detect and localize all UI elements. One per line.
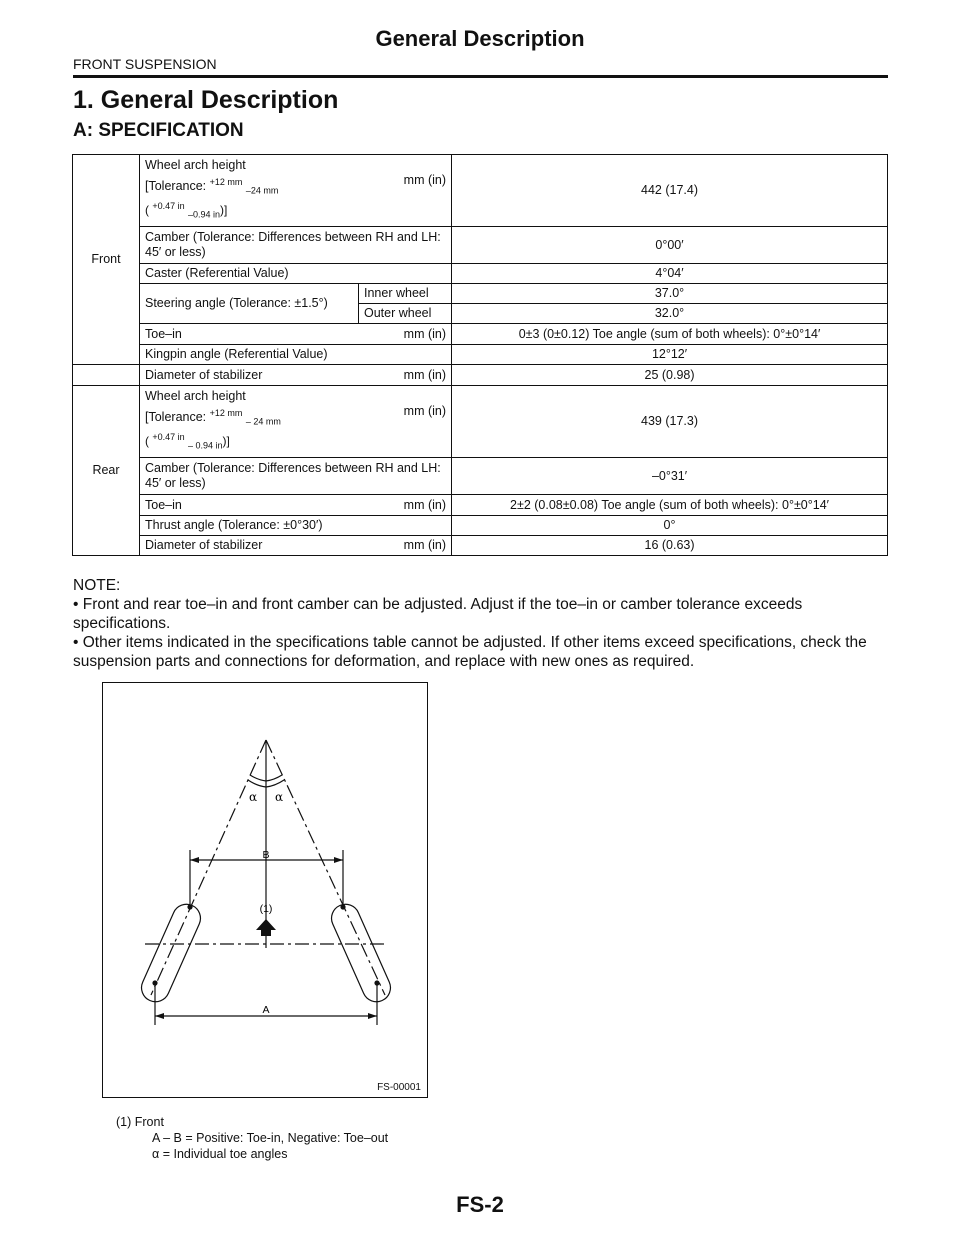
- toe-label-text: Toe–in: [145, 497, 182, 512]
- steering-angle-label: Steering angle (Tolerance: ±1.5°): [140, 284, 359, 324]
- dim-b-arrow-left: [190, 857, 199, 863]
- left-toe-line: [151, 740, 266, 995]
- section-name: FRONT SUSPENSION: [73, 56, 217, 72]
- dim-a-arrow-right: [368, 1013, 377, 1019]
- front-group-tail: [73, 365, 140, 386]
- table-row: [73, 386, 888, 458]
- rear-wah-unit: mm (in): [403, 404, 447, 419]
- figure-legend: [116, 1114, 388, 1162]
- tol2-sub: –0.94 in: [187, 209, 220, 220]
- tol-prefix: [Tolerance:: [145, 179, 210, 194]
- table-row: [73, 324, 888, 345]
- tol2-sup: +0.47 in: [152, 432, 185, 443]
- tol2-close: )]: [220, 203, 228, 218]
- table-row: [73, 155, 888, 227]
- rear-toe-in-label: [140, 495, 452, 516]
- outer-wheel-label: Outer wheel: [359, 304, 452, 324]
- inner-wheel-label: Inner wheel: [359, 284, 452, 304]
- dim-a-label: A: [262, 1004, 270, 1016]
- wheel-arch-height-label: [140, 155, 452, 227]
- front-callout: (1): [259, 903, 273, 915]
- toe-in-label: [140, 324, 452, 345]
- camber-value: 0°00′: [452, 227, 888, 264]
- toe-label-text: Toe–in: [145, 326, 182, 341]
- camber-label: Camber (Tolerance: Differences between RH and LH: 45′ or less): [140, 227, 452, 264]
- note-title: NOTE:: [73, 577, 121, 594]
- caster-label: Caster (Referential Value): [140, 264, 452, 284]
- legend-line-2: A – B = Positive: Toe-in, Negative: Toe–out: [152, 1131, 389, 1145]
- alpha-label-right: α: [274, 790, 284, 804]
- tol2-sub: – 0.94 in: [187, 440, 223, 451]
- right-toe-line: [266, 740, 385, 995]
- table-row: [73, 284, 888, 304]
- front-arrow-icon: [256, 919, 276, 936]
- inner-wheel-value: 37.0°: [452, 284, 888, 304]
- page-header-title: General Description: [375, 26, 585, 51]
- table-row: [73, 458, 888, 495]
- stabilizer-value: 25 (0.98): [452, 365, 888, 386]
- tol2-open: (: [145, 203, 153, 218]
- dim-b-arrow-right: [334, 857, 343, 863]
- caster-value: 4°04′: [452, 264, 888, 284]
- rear-group-label: Rear: [73, 386, 140, 556]
- rear-toe-in-value: 2±2 (0.08±0.08) Toe angle (sum of both wheels): 0°±0°14′: [452, 495, 888, 516]
- stabilizer-label: [140, 365, 452, 386]
- page-number: FS-2: [456, 1192, 504, 1217]
- specification-table: [72, 154, 888, 556]
- note-block: [73, 576, 888, 671]
- toe-unit: mm (in): [403, 326, 447, 341]
- toe-diagram: [102, 682, 428, 1098]
- toe-in-value: 0±3 (0±0.12) Toe angle (sum of both wheels): 0°±0°14′: [452, 324, 888, 345]
- table-row: [73, 516, 888, 536]
- thrust-angle-value: 0°: [452, 516, 888, 536]
- table-row: [73, 536, 888, 556]
- stab-unit: mm (in): [403, 367, 447, 382]
- outer-wheel-value: 32.0°: [452, 304, 888, 324]
- stab-label-text: Diameter of stabilizer: [145, 367, 263, 382]
- measure-point-a-right: [374, 980, 379, 985]
- alpha-label-left: α: [248, 790, 258, 804]
- table-row: [73, 365, 888, 386]
- stab-unit: mm (in): [403, 538, 447, 552]
- dim-b-label: B: [262, 849, 270, 861]
- main-heading: 1. General Description: [73, 86, 339, 114]
- measure-point-b-right: [340, 904, 345, 909]
- wah-tolerance: [145, 175, 278, 199]
- rear-wah-tolerance: [145, 406, 281, 430]
- wah-value: 442 (17.4): [452, 155, 888, 227]
- rear-camber-label: Camber (Tolerance: Differences between RH and LH: 45′ or less): [140, 458, 452, 495]
- front-group-label: Front: [73, 155, 140, 365]
- measure-point-b-left: [187, 904, 192, 909]
- legend-line-1: (1) Front: [116, 1115, 164, 1129]
- legend-line-3: α = Individual toe angles: [152, 1147, 288, 1161]
- wah-tolerance-in: [145, 199, 446, 222]
- sub-heading: A: SPECIFICATION: [73, 120, 244, 141]
- tol-sup: +12 mm: [209, 177, 243, 188]
- tol-prefix: [Tolerance:: [145, 410, 210, 425]
- note-item-1: • Front and rear toe–in and front camber can be adjusted. Adjust if the toe–in or camber tolerance exceeds specifications.: [73, 596, 803, 632]
- left-wheel: [137, 900, 205, 1006]
- thrust-angle-label: Thrust angle (Tolerance: ±0°30′): [140, 516, 452, 536]
- rear-wheel-arch-height-label: [140, 386, 452, 458]
- tol2-sup: +0.47 in: [152, 201, 185, 212]
- rear-camber-value: –0°31′: [452, 458, 888, 495]
- tol-sub: – 24 mm: [245, 416, 281, 427]
- figure-id: FS-00001: [377, 1082, 421, 1093]
- table-row: [73, 345, 888, 365]
- rear-wah-value: 439 (17.3): [452, 386, 888, 458]
- kingpin-label: Kingpin angle (Referential Value): [140, 345, 452, 365]
- table-row: [73, 227, 888, 264]
- wah-title: Wheel arch height: [145, 158, 246, 173]
- rear-stabilizer-value: 16 (0.63): [452, 536, 888, 556]
- wah-unit: mm (in): [403, 173, 447, 188]
- tol-sub: –24 mm: [245, 185, 279, 196]
- tol2-close: )]: [222, 434, 230, 449]
- note-item-2: • Other items indicated in the specifications table cannot be adjusted. If other items exceed specifications, check the suspension parts and connections for deformation, and replace with new ones as required.: [73, 634, 867, 670]
- table-row: [73, 264, 888, 284]
- tol-sup: +12 mm: [209, 408, 243, 419]
- rear-wah-title: Wheel arch height: [145, 389, 246, 404]
- tol2-open: (: [145, 434, 153, 449]
- kingpin-value: 12°12′: [452, 345, 888, 365]
- toe-unit: mm (in): [403, 497, 447, 512]
- dim-a-arrow-left: [155, 1013, 164, 1019]
- toe-diagram-svg: [103, 683, 427, 1097]
- right-wheel: [327, 900, 395, 1006]
- stab-label-text: Diameter of stabilizer: [145, 538, 263, 552]
- rear-wah-tolerance-in: [145, 430, 446, 453]
- table-row: [73, 495, 888, 516]
- rear-stabilizer-label: [140, 536, 452, 556]
- header-rule: [73, 75, 888, 78]
- measure-point-a-left: [152, 980, 157, 985]
